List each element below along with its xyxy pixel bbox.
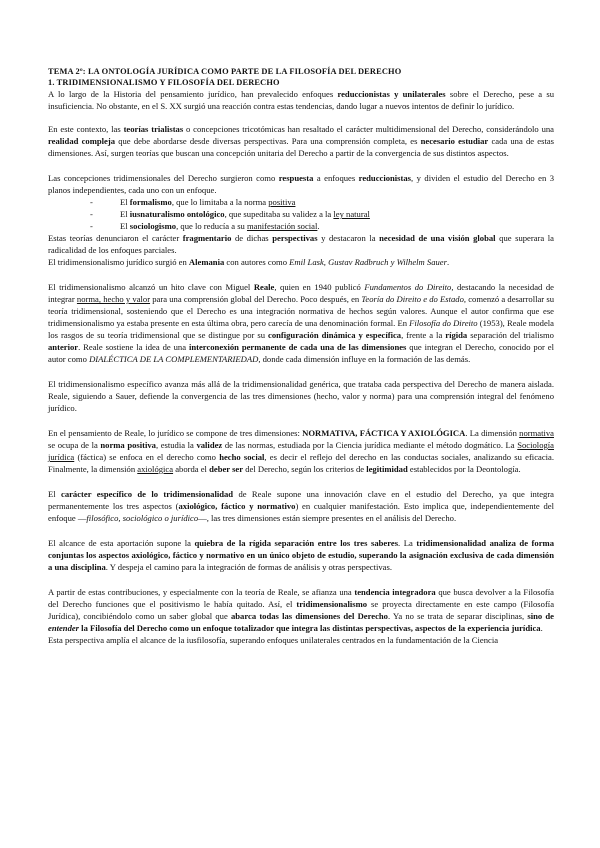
- list-item: - El sociologismo, que lo reducía a su manifestación social.: [120, 220, 554, 232]
- title-line-1: TEMA 2º: LA ONTOLOGÍA JURÍDICA COMO PARTE DE LA FILOSOFÍA DEL DERECHO: [48, 67, 402, 76]
- list-item: - El iusnaturalismo ontológico, que supeditaba su validez a la ley natural: [120, 208, 554, 220]
- doc-title: [48, 66, 554, 88]
- document-page: [48, 66, 554, 646]
- paragraph-4: Estas teorías denunciaron el carácter fragmentario de dichas perspectivas y destacaron la necesidad de una visión global que superara la radicalidad de los enfoques parciales.: [48, 233, 554, 255]
- paragraph-12: Esta perspectiva amplía el alcance de la iusfilosofía, superando enfoques unilaterales centrados en la fundamentación de la Ciencia: [48, 635, 499, 645]
- paragraph-8: En el pensamiento de Reale, lo jurídico se compone de tres dimensiones: NORMATIVA, FÁCTICA Y AXIOLÓGICA. La dimensión normativa se ocupa de la norma positiva, estudia la validez de las normas, estudiada por la Ciencia jurídica mediante el método dogmático. La Sociología jurídica (fáctica) se enfoca en el derecho como hecho social, es decir el reflejo del derecho en las conductas sociales, analizando su eficacia. Finalmente, la dimensión axiológica aborda el deber ser del Derecho, según los criterios de legitimidad establecidos por la Deontología.: [48, 428, 554, 474]
- paragraph-5: El tridimensionalismo jurídico surgió en Alemania con autores como Emil Lask, Gustav Radbruch y Wilhelm Sauer.: [48, 257, 450, 267]
- paragraph-2: En este contexto, las teorías trialistas o concepciones tricotómicas han resaltado el carácter multidimensional del Derecho, considerándolo una realidad compleja que debe abordarse desde diversas perspectivas. Para una comprensión completa, es necesario estudiar cada una de estas dimensiones. Así, surgen teorías que buscan una concepción unitaria del Derecho a partir de la convergencia de sus distintos aspectos.: [48, 124, 554, 158]
- paragraph-11: A partir de estas contribuciones, y especialmente con la teoría de Reale, se afianza una tendencia integradora que busca devolver a la Filosofía del Derecho funciones que el positivismo le había quitado. Así, el tridimensionalismo se proyecta directamente en este campo (Filosofía Jurídica), concibiéndolo como un saber global que abarca todas las dimensiones del Derecho. Ya no se trata de separar disciplinas, sino de entender la Filosofía del Derecho como un enfoque totalizador que integra las distintas perspectivas, aspectos de la experiencia jurídica.: [48, 587, 555, 633]
- paragraph-3: Las concepciones tridimensionales del Derecho surgieron como respuesta a enfoques reduccionistas, y dividen el estudio del Derecho en 3 planos independientes, cada uno con un enfoque.: [48, 173, 554, 195]
- paragraph-6: El tridimensionalismo alcanzó un hito clave con Miguel Reale, quien en 1940 publicó Fundamentos do Direito, destacando la necesidad de integrar norma, hecho y valor para una comprensión global del Derecho. Poco después, en Teoría do Direito e do Estado, comenzó a desarrollar su teoría tridimensional, sosteniendo que el Derecho es una integración normativa de hechos según valores. Aunque el autor confirma que ese tridimensionalismo ya estaba presente en esta última obra, pero carecía de una denominación formal. En Filosofía do Direito (1953), Reale modela los rasgos de su teoría tridimensional que se distingue por su configuración dinámica y específica, frente a la rígida separación del trialismo anterior. Reale sostiene la idea de una interconexión permanente de cada una de las dimensiones que integran el Derecho, conocido por el autor como DIALÉCTICA DE LA COMPLEMENTARIEDAD, donde cada dimensión influye en la formación de las demás.: [48, 282, 554, 364]
- paragraph-9: El carácter específico de lo tridimensionalidad de Reale supone una innovación clave en el estudio del Derecho, ya que integra permanentemente los tres aspectos (axiológico, fáctico y normativo) en cualquier manifestación. Esto implica que, independientemente del enfoque —filosófico, sociológico o jurídico—, las tres dimensiones están siempre presentes en el análisis del Derecho.: [48, 489, 555, 523]
- paragraph-7: El tridimensionalismo específico avanza más allá de la tridimensionalidad genérica, que trataba cada perspectiva del Derecho de manera aislada. Reale, siguiendo a Sauer, defiende la convergencia de las tres dimensiones (hecho, valor y norma) para una comprensión integral del fenómeno jurídico.: [48, 379, 554, 413]
- approaches-list: [48, 196, 554, 232]
- title-line-2: 1. TRIDIMENSIONALISMO Y FILOSOFÍA DEL DERECHO: [48, 78, 280, 87]
- list-item: - El formalismo, que lo limitaba a la norma positiva: [120, 196, 554, 208]
- paragraph-1: A lo largo de la Historia del pensamiento jurídico, han prevalecido enfoques reduccionistas y unilaterales sobre el Derecho, pese a su insuficiencia. No obstante, en el S. XX surgió una reacción contra estas tendencias, dando lugar a nuevos intentos de definir lo jurídico.: [48, 89, 555, 111]
- paragraph-10: El alcance de esta aportación supone la quiebra de la rígida separación entre los tres saberes. La tridimensionalidad analiza de forma conjuntas los aspectos axiológico, fáctico y normativo en un único objeto de estudio, superando la asignación exclusiva de cada dimensión a una disciplina. Y despeja el camino para la integración de formas de análisis y otras perspectivas.: [48, 538, 554, 572]
